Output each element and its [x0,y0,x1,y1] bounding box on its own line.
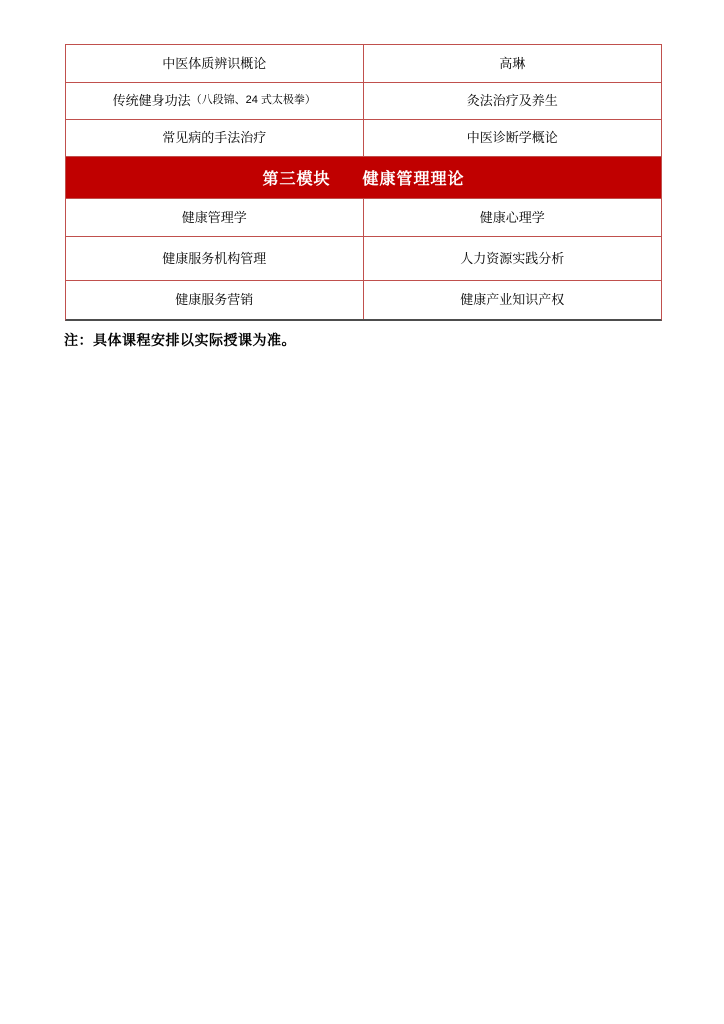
module-band-number: 第三模块 [262,171,331,188]
course-cell-left [66,83,364,119]
course-cell-left: 常见病的手法治疗 [66,120,364,156]
course-cell-right: 高琳 [499,55,526,71]
course-cell-right: 健康产业知识产权 [460,292,565,308]
course-table [65,44,662,321]
table-row [66,120,661,157]
course-cell-right: 人力资源实践分析 [460,250,565,266]
table-row [66,237,661,281]
course-cell-right: 健康心理学 [479,209,545,225]
table-row [66,281,661,319]
course-cell-left: 健康服务机构管理 [66,237,364,280]
module-band [66,157,661,199]
table-row [66,45,661,83]
course-name-detail: （八段锦、24 式太极拳） [190,94,316,107]
course-cell-right: 中医诊断学概论 [466,130,558,146]
course-name: 传统健身功法 [112,93,191,109]
course-cell-left: 健康管理学 [66,199,364,236]
module-band-title: 健康管理理论 [362,171,465,188]
course-cell-left: 健康服务营销 [66,281,364,319]
table-row [66,83,661,120]
table-row [66,199,661,237]
course-cell-left: 中医体质辨识概论 [66,45,364,82]
note-text: 注：具体课程安排以实际授课为准。 [64,334,296,349]
course-cell-right: 灸法治疗及养生 [466,93,558,109]
